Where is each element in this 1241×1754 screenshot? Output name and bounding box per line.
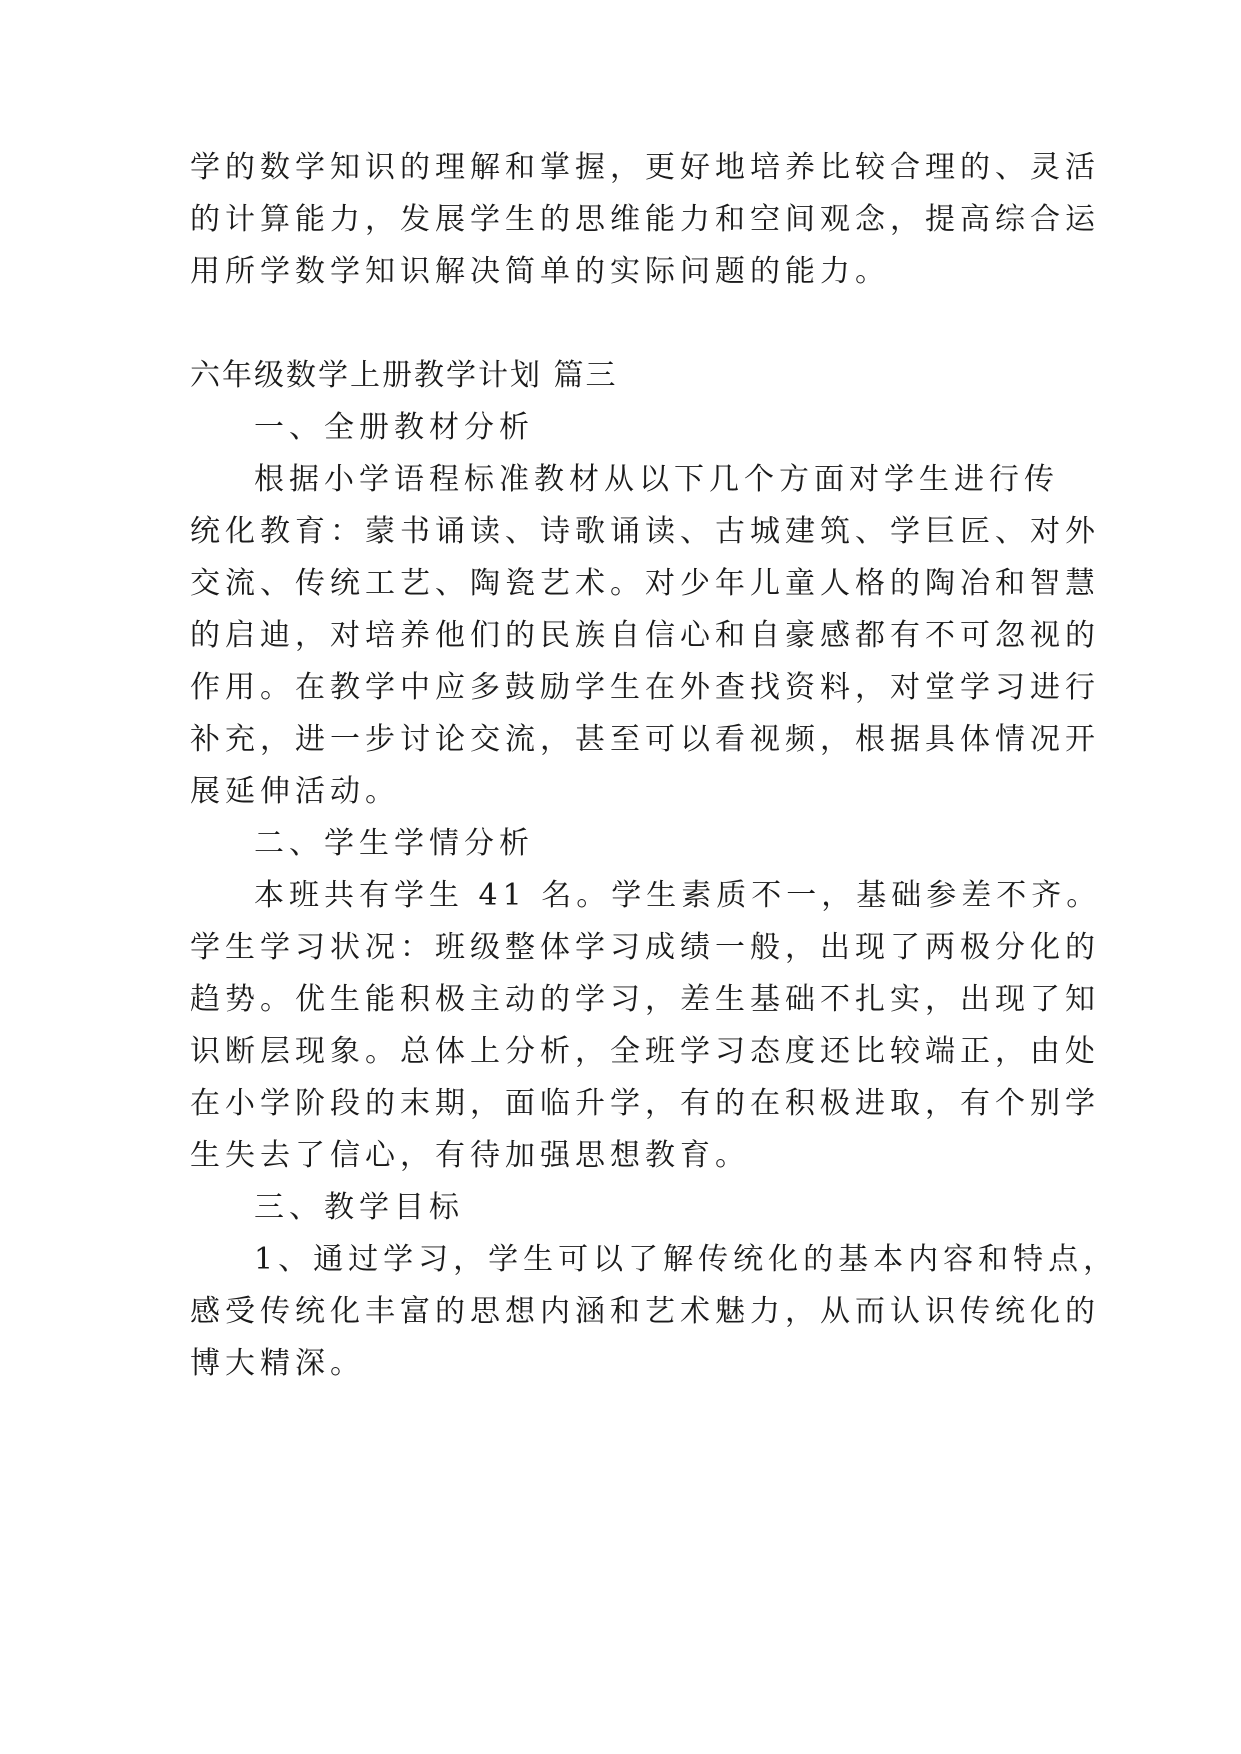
- body-text-line: 展延伸活动。: [190, 774, 400, 809]
- body-text-line: 识断层现象。总体上分析，全班学习态度还比较端正，由处: [190, 1034, 1100, 1069]
- body-text-line: 补充，进一步讨论交流，甚至可以看视频，根据具体情况开: [190, 722, 1100, 757]
- body-text-line: 学生学习状况：班级整体学习成绩一般，出现了两极分化的: [190, 930, 1100, 965]
- heading-2: 二、学生学情分析: [254, 826, 534, 861]
- body-text-line: 在小学阶段的末期，面临升学，有的在积极进取，有个别学: [190, 1086, 1100, 1121]
- body-text-line: 本班共有学生 41 名。学生素质不一，基础参差不齐。: [254, 878, 1102, 913]
- body-text-line: 根据小学语程标准教材从以下几个方面对学生进行传: [254, 462, 1059, 497]
- heading-1: 一、全册教材分析: [254, 410, 534, 445]
- body-text-line: 的启迪，对培养他们的民族自信心和自豪感都有不可忽视的: [190, 618, 1100, 653]
- heading-3: 三、教学目标: [254, 1190, 464, 1225]
- body-text-line: 趋势。优生能积极主动的学习，差生基础不扎实，出现了知: [190, 982, 1100, 1017]
- body-text-line: 统化教育：蒙书诵读、诗歌诵读、古城建筑、学巨匠、对外: [190, 514, 1100, 549]
- body-text-line: 学的数学知识的理解和掌握，更好地培养比较合理的、灵活: [190, 150, 1100, 185]
- body-text-line: 感受传统化丰富的思想内涵和艺术魅力，从而认识传统化的: [190, 1294, 1100, 1329]
- body-text-line: 用所学数学知识解决简单的实际问题的能力。: [190, 254, 890, 289]
- section-title: 六年级数学上册教学计划 篇三: [190, 358, 618, 393]
- body-text-line: 博大精深。: [190, 1346, 365, 1381]
- body-text-line: 生失去了信心，有待加强思想教育。: [190, 1138, 750, 1173]
- body-text-line: 交流、传统工艺、陶瓷艺术。对少年儿童人格的陶冶和智慧: [190, 566, 1100, 601]
- body-text-line: 1、通过学习，学生可以了解传统化的基本内容和特点，: [254, 1242, 1119, 1277]
- body-text-line: 作用。在教学中应多鼓励学生在外查找资料，对堂学习进行: [190, 670, 1100, 705]
- body-text-line: 的计算能力，发展学生的思维能力和空间观念，提高综合运: [190, 202, 1100, 237]
